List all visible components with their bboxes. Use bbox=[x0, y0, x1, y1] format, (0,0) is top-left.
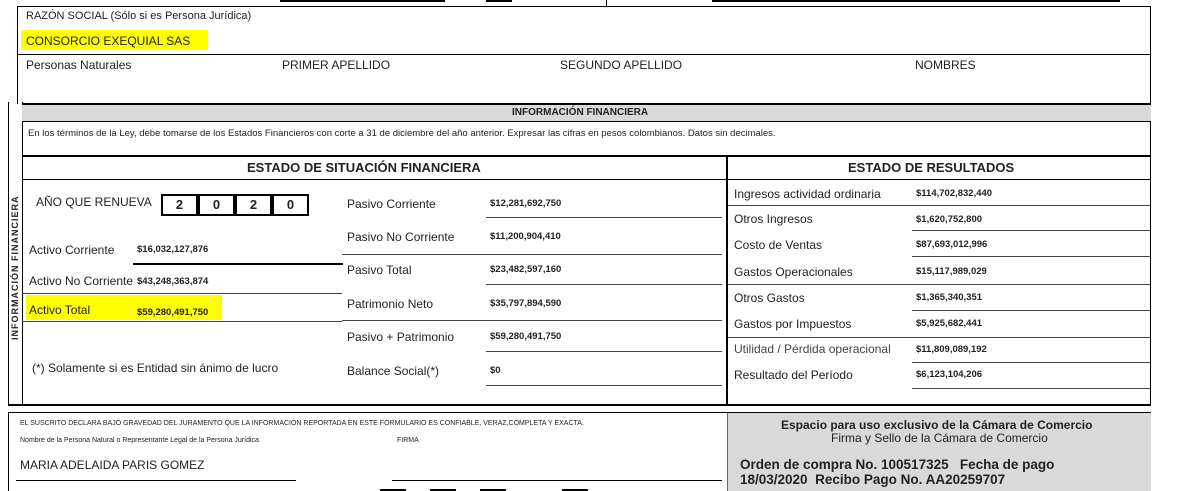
column-divider bbox=[726, 156, 728, 406]
activo-corriente-rule bbox=[133, 263, 343, 265]
razon-social-label: RAZÓN SOCIAL (Sólo si es Persona Jurídica) bbox=[26, 10, 252, 22]
nombres-label: NOMBRES bbox=[915, 58, 976, 72]
patrimonio-neto-value[interactable]: $35,797,894,590 bbox=[490, 298, 562, 309]
patrimonio-neto-rule bbox=[342, 320, 722, 321]
resultado-rule bbox=[912, 388, 1150, 389]
camara-title: Espacio para uso exclusivo de la Cámara de Comercio bbox=[781, 418, 1093, 432]
declaracion-text: EL SUSCRITO DECLARA BAJO GRAVEDAD DEL JURAMENTO QUE LA INFORMACIÓN REPORTADA EN ESTE FORMULARIO ES CONFIABLE, VERAZ,COMPLETA Y EXACTA. bbox=[20, 420, 584, 427]
nombre-representante-label: Nombre de la Persona Natural o Representante Legal de la Persona Jurídica bbox=[20, 437, 259, 444]
pasivo-total-label: Pasivo Total bbox=[347, 263, 412, 277]
ano-digit-3[interactable]: 2 bbox=[235, 194, 272, 216]
pasivo-patrimonio-label: Pasivo + Patrimonio bbox=[347, 330, 455, 344]
pasivo-corriente-rule bbox=[486, 217, 722, 218]
activo-corriente-label: Activo Corriente bbox=[29, 243, 115, 257]
utilidad-value[interactable]: $11,809,089,192 bbox=[916, 344, 987, 355]
segundo-apellido-label: SEGUNDO APELLIDO bbox=[560, 58, 683, 72]
balance-social-value[interactable]: $0 bbox=[490, 365, 501, 376]
pasivo-corriente-label: Pasivo Corriente bbox=[347, 197, 436, 211]
ano-digit-1[interactable]: 2 bbox=[161, 194, 198, 216]
frame-left bbox=[17, 6, 18, 104]
activo-no-corriente-label: Activo No Corriente bbox=[29, 274, 134, 288]
pasivo-no-corriente-label: Pasivo No Corriente bbox=[347, 230, 455, 244]
situacion-title: ESTADO DE SITUACIÓN FINANCIERA bbox=[247, 160, 481, 175]
razon-social-divider bbox=[17, 54, 1151, 55]
nota-sin-animo: (*) Solamente si es Entidad sin ánimo de lucro bbox=[32, 361, 279, 375]
pasivo-total-rule bbox=[486, 284, 722, 285]
otros-gastos-value[interactable]: $1,365,340,351 bbox=[916, 292, 983, 303]
patrimonio-neto-label: Patrimonio Neto bbox=[347, 297, 434, 311]
activo-total-rule bbox=[22, 321, 342, 322]
ano-renueva-label: AÑO QUE RENUEVA bbox=[36, 195, 152, 209]
costo-ventas-value[interactable]: $87,693,012,996 bbox=[916, 239, 988, 250]
otros-ingresos-label: Otros Ingresos bbox=[734, 212, 813, 226]
camara-subtitle: Firma y Sello de la Cámara de Comercio bbox=[831, 431, 1048, 445]
activo-no-corriente-value[interactable]: $43,248,363,874 bbox=[137, 276, 209, 287]
ano-digit-4[interactable]: 0 bbox=[272, 194, 309, 216]
costo-ventas-rule bbox=[912, 256, 1150, 257]
pasivo-no-corriente-rule bbox=[342, 254, 722, 255]
note-divider bbox=[22, 155, 1151, 157]
ano-digit-2[interactable]: 0 bbox=[198, 194, 235, 216]
frame-top bbox=[17, 6, 1151, 7]
side-frame-inner bbox=[22, 102, 23, 406]
balance-social-rule bbox=[486, 385, 722, 386]
personas-naturales-label: Personas Naturales bbox=[26, 58, 132, 72]
nombre-representante-value[interactable]: MARIA ADELAIDA PARIS GOMEZ bbox=[20, 458, 205, 472]
info-financiera-note: En los términos de la Ley, debe tomarse de los Estados Financieros con corte a 31 de diciembre del año anterior. Expresar las cifras en pesos colombianos. Datos sin decimales. bbox=[28, 128, 776, 139]
pasivo-no-corriente-value[interactable]: $11,200,904,410 bbox=[490, 231, 561, 242]
activo-corriente-value[interactable]: $16,032,127,876 bbox=[137, 244, 209, 255]
pasivo-total-value[interactable]: $23,482,597,160 bbox=[490, 264, 562, 275]
balance-social-label: Balance Social(*) bbox=[347, 364, 440, 378]
resultado-value[interactable]: $6,123,104,206 bbox=[916, 369, 983, 380]
top-stub-line bbox=[486, 0, 512, 2]
activo-no-corriente-rule bbox=[22, 293, 342, 294]
pasivo-patrimonio-rule bbox=[486, 351, 722, 352]
ingresos-label: Ingresos actividad ordinaria bbox=[734, 187, 881, 201]
side-frame-left bbox=[8, 102, 9, 406]
primer-apellido-label: PRIMER APELLIDO bbox=[282, 58, 391, 72]
gastos-operacionales-label: Gastos Operacionales bbox=[734, 265, 853, 279]
top-stub-line bbox=[280, 0, 445, 2]
firma-label: FIRMA bbox=[397, 437, 419, 444]
section-title-divider bbox=[22, 179, 1151, 180]
otros-ingresos-rule bbox=[912, 230, 1150, 231]
utilidad-rule bbox=[912, 362, 1150, 363]
gastos-operacionales-value[interactable]: $15,117,989,029 bbox=[916, 266, 987, 277]
gastos-impuestos-value[interactable]: $5,925,682,441 bbox=[916, 318, 983, 329]
top-stub-line bbox=[712, 0, 1120, 2]
ingresos-value[interactable]: $114,702,832,440 bbox=[916, 188, 993, 199]
razon-social-value[interactable]: CONSORCIO EXEQUIAL SAS bbox=[21, 30, 208, 50]
gastos-impuestos-label: Gastos por Impuestos bbox=[734, 317, 852, 331]
pasivo-corriente-value[interactable]: $12,281,692,750 bbox=[490, 198, 562, 209]
costo-ventas-label: Costo de Ventas bbox=[734, 238, 823, 252]
otros-ingresos-value[interactable]: $1,620,752,800 bbox=[916, 214, 983, 225]
ingresos-rule bbox=[728, 205, 1150, 206]
pasivo-patrimonio-value[interactable]: $59,280,491,750 bbox=[490, 331, 562, 342]
otros-gastos-label: Otros Gastos bbox=[734, 291, 805, 305]
info-financiera-side-label: INFORMACIÓN FINANCIERA bbox=[10, 195, 20, 340]
activo-total-label: Activo Total bbox=[29, 303, 91, 317]
nombre-rule bbox=[16, 480, 296, 481]
gastos-impuestos-rule bbox=[728, 337, 1150, 338]
orden-compra-line1: Orden de compra No. 100517325 Fecha de pago bbox=[740, 457, 1055, 472]
frame-right bbox=[1150, 6, 1151, 406]
resultados-title: ESTADO DE RESULTADOS bbox=[848, 160, 1015, 175]
info-financiera-header: INFORMACIÓN FINANCIERA bbox=[512, 107, 649, 118]
info-bottom-border bbox=[8, 404, 1151, 406]
otros-gastos-rule bbox=[912, 310, 1150, 311]
decl-left-border bbox=[8, 412, 9, 491]
orden-compra-line2: 18/03/2020 Recibo Pago No. AA20259707 bbox=[740, 472, 1006, 487]
gastos-operacionales-rule bbox=[728, 284, 1150, 285]
firma-rule bbox=[392, 480, 722, 481]
activo-total-value[interactable]: $59,280,491,750 bbox=[137, 307, 209, 318]
utilidad-label: Utilidad / Pérdida operacional bbox=[734, 342, 891, 356]
resultado-label: Resultado del Período bbox=[734, 368, 853, 382]
